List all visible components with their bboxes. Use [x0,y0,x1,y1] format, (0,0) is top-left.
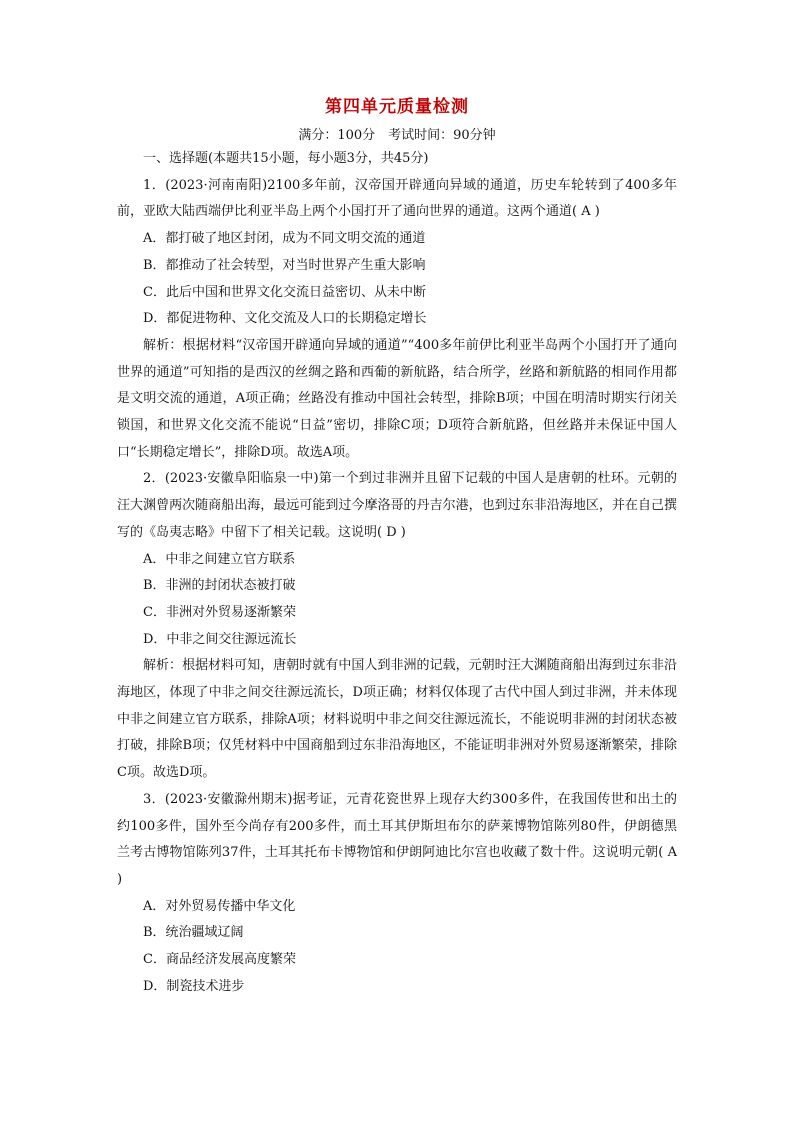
option-d: D．中非之间交往源远流长 [143,631,297,647]
option-c: C．此后中国和世界文化交流日益密切、从未中断 [143,284,426,300]
document-content [117,94,677,1001]
question-stem: 3．(2023·安徽滁州期末)据考证，元青花瓷世界上现存大约300多件，在我国传世和出土的约100多件，国外至今尚存有200多件，而土耳其伊斯坦布尔的萨莱博物馆陈列80件，伊朗德黑兰考古博物馆陈列37件，土耳其托布卡博物馆和伊朗阿迪比尔宫也收藏了数十件。这说明元朝( A ) [117,791,677,887]
section-heading: 一、选择题(本题共15小题，每小题3分，共45分) [143,151,429,166]
question-3 [117,787,677,1001]
option-d: D．都促进物种、文化交流及人口的长期稳定增长 [143,311,427,327]
page-title: 第四单元质量检测 [325,97,469,117]
option-a: A．中非之间建立官方联系 [143,551,296,567]
question-stem: 1．(2023·河南南阳)2100多年前，汉帝国开辟通向异域的通道，历史车轮转到了400多年前，亚欧大陆西端伊比利亚半岛上两个小国打开了通向世界的通道。这两个通道( A ) [117,177,677,220]
analysis-text: 解析：根据材料“汉帝国开辟通向异域的通道”“400多年前伊比利亚半岛两个小国打开了通向世界的通道”可知指的是西汉的丝绸之路和西葡的新航路，结合所学，丝路和新航路的相同作用都是文明交流的通道，A项正确；丝路没有推动中国社会转型，排除B项；中国在明清时期实行闭关锁国，和世界文化交流不能说“日益”密切，排除C项；D项符合新航路，但丝路并未保证中国人口“长期稳定增长”，排除D项。故选A项。 [117,337,677,460]
option-b: B．统治疆域辽阔 [143,925,244,941]
option-a: A．对外贸易传播中华文化 [143,898,296,914]
option-b: B．非洲的封闭状态被打破 [143,578,296,594]
question-2 [117,466,677,786]
exam-meta: 满分：100分 考试时间：90分钟 [298,128,496,143]
question-1 [117,173,677,467]
option-a: A．都打破了地区封闭，成为不同文明交流的通道 [143,231,426,247]
option-b: B．都推动了社会转型，对当时世界产生重大影响 [143,257,426,273]
option-d: D．制瓷技术进步 [143,978,245,994]
option-c: C．商品经济发展高度繁荣 [143,952,296,968]
analysis-text: 解析：根据材料可知，唐朝时就有中国人到非洲的记载，元朝时汪大渊随商船出海到过东非沿海地区，体现了中非之间交往源远流长，D项正确；材料仅体现了古代中国人到过非洲，并未体现中非之间建立官方联系，排除A项；材料说明中非之间交往源远流长，不能说明非洲的封闭状态被打破，排除B项；仅凭材料中中国商船到过东非沿海地区，不能证明非洲对外贸易逐渐繁荣，排除C项。故选D项。 [117,658,677,781]
option-c: C．非洲对外贸易逐渐繁荣 [143,604,296,620]
question-stem: 2．(2023·安徽阜阳临泉一中)第一个到过非洲并且留下记载的中国人是唐朝的杜环。元朝的汪大渊曾两次随商船出海，最远可能到过今摩洛哥的丹吉尔港，也到过东非沿海地区，并在自己撰写的《岛夷志略》中留下了相关记载。这说明( D ) [117,471,677,540]
